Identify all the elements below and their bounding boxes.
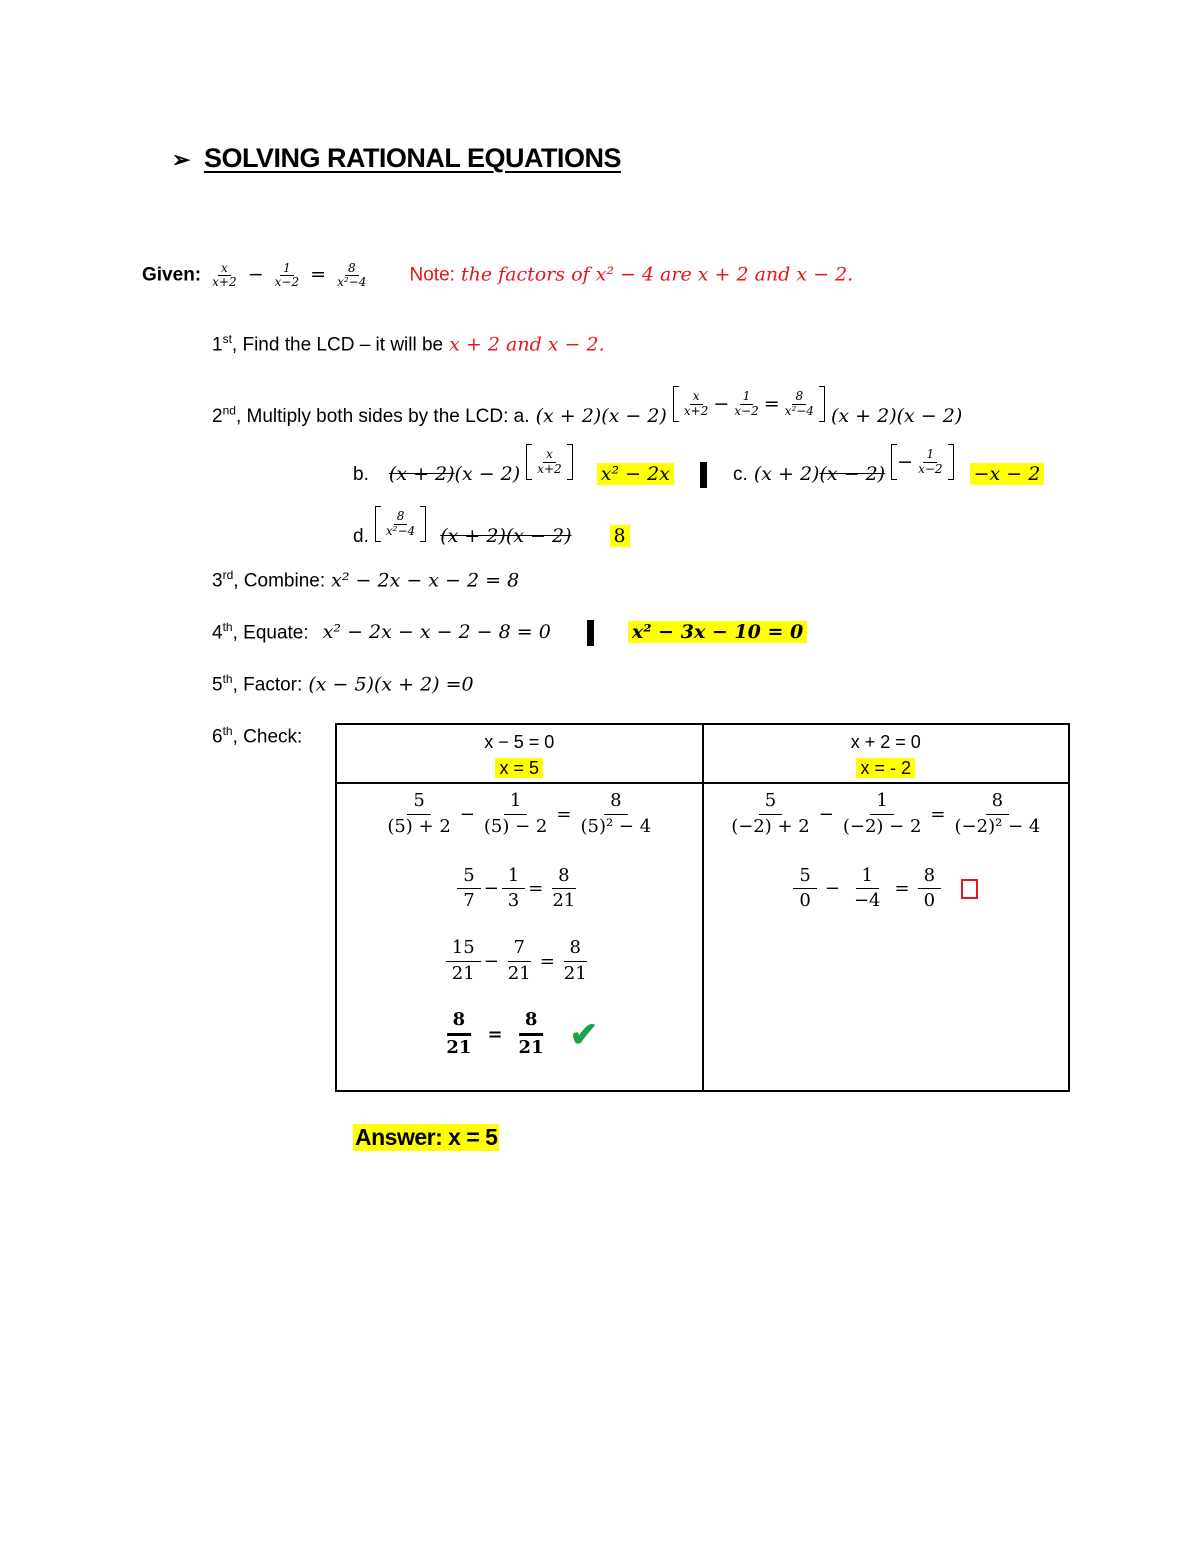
answer: Answer: x = 5 <box>355 1124 498 1150</box>
lcd-text: x + 2 and x − 2. <box>449 333 605 356</box>
result-c: −x − 2 <box>970 463 1045 485</box>
result-d: 8 <box>610 525 630 547</box>
check-left-row-2: $\frac{5}{7}$ − $\frac{1}{3}$ = $\frac{8}{21}$ <box>338 864 701 914</box>
step-6: 6th, Check: <box>212 724 303 748</box>
check-right-body <box>703 783 1070 1091</box>
given-frac-2: $\frac{1}{x-2}$ <box>274 261 300 290</box>
step-2d: d. 8 x²−4 (x + 2)(x − 2) 8 <box>353 506 630 548</box>
check-right-head: x + 2 = 0 x = - 2 <box>703 724 1070 783</box>
separator-bar <box>587 620 594 646</box>
check-left-head: x − 5 = 0 x = 5 <box>336 724 703 783</box>
check-right-row-2: $\frac{5}{0}$ − $\frac{1}{-4}$ = $\frac{8}{0}$ <box>705 864 1068 914</box>
check-left-final: $\frac{8}{21}$ = $\frac{8}{21}$ ✔ <box>446 1009 599 1058</box>
check-left-body <box>336 783 703 1091</box>
given-frac-1: $\frac{x}{x+2}$ <box>212 261 237 290</box>
given-line: Given: $\frac{x}{x+2}$ − $\frac{1}{x-2}$ = $\frac{8}{\text{x²−4}}$ Note: the factors of x² − 4 are x + 2 and x − 2. <box>142 261 854 290</box>
note-text: the factors of x² − 4 are x + 2 and x − 2. <box>460 263 854 286</box>
checkmark-icon: ✔ <box>569 1014 599 1055</box>
step-5: 5th, Factor: (x − 5)(x + 2) =0 <box>212 672 474 696</box>
invalid-box-icon <box>961 879 978 899</box>
result-b: x² − 2x <box>597 463 674 485</box>
step-4: 4th, Equate: x² − 2x − x − 2 − 8 = 0 x² − 3x − 10 = 0 <box>212 620 807 646</box>
check-left-row-3: $\frac{15}{21}$ − $\frac{7}{21}$ = $\frac{8}{21}$ <box>338 936 701 986</box>
check-left-row-1: $\frac{5}{(5) + 2}$ − $\frac{1}{(5) - 2}$ = $\frac{8}{\text{(5)² − 4}}$ <box>387 790 652 837</box>
step-1: 1st, Find the LCD – it will be x + 2 and x − 2. <box>212 332 605 356</box>
note-label: Note: <box>409 264 455 286</box>
solution-right: x = - 2 <box>856 758 915 778</box>
step-3: 3rd, Combine: x² − 2x − x − 2 = 8 <box>212 568 520 592</box>
solution-left: x = 5 <box>495 758 543 778</box>
check-right-row-1: $\frac{5}{(-2) + 2}$ − $\frac{1}{(-2) - 2}$ = $\frac{8}{\text{(−2)² − 4}}$ <box>731 790 1041 837</box>
given-label: Given: <box>142 264 202 286</box>
check-table <box>335 723 1070 1092</box>
step-2bc: b. (x + 2)(x − 2) x x+2 x² − 2x c. (x + 2)(x − 2) − $\frac{1}{x-2}$ −x − 2 <box>353 444 1044 488</box>
given-frac-3: $\frac{8}{\text{x²−4}}$ <box>337 261 367 290</box>
arrow-bullet-icon: ➢ <box>172 147 190 172</box>
separator-bar <box>700 462 707 488</box>
page-title: ➢ SOLVING RATIONAL EQUATIONS <box>172 143 621 173</box>
step-2a: 2nd, Multiply both sides by the LCD: a. (x + 2)(x − 2) x x+2 − $\frac{1}{x-2}$ = $\frac{8}{\text{x²−4}}$ (x + 2)(x − 2) <box>212 386 962 428</box>
result-step4: x² − 3x − 10 = 0 <box>628 621 807 643</box>
